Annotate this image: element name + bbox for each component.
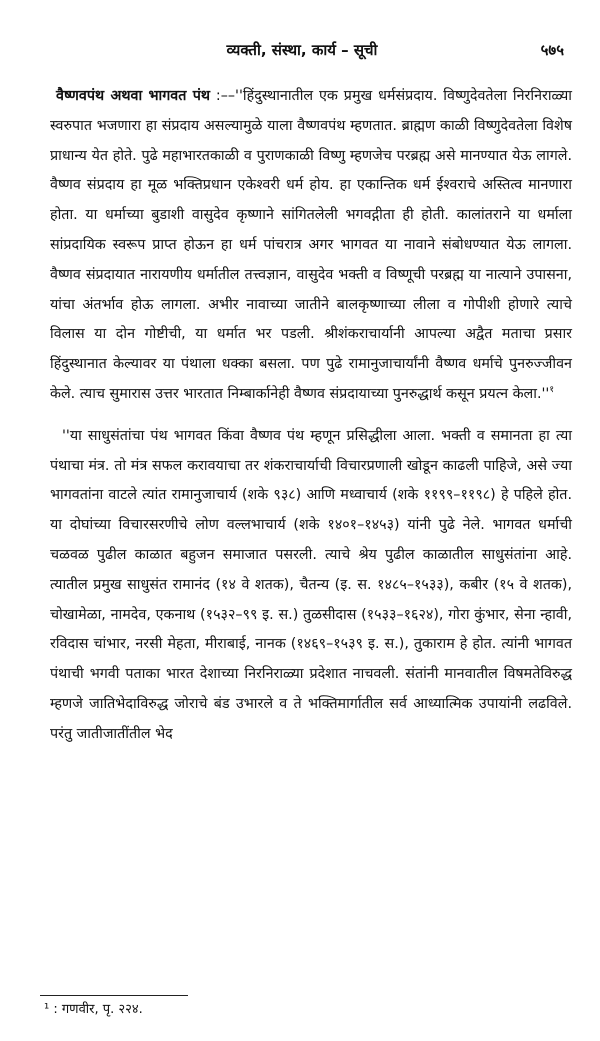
footnote-marker: १ xyxy=(549,385,555,396)
paragraph-heading: वैष्णवपंथ अथवा भागवत पंथ xyxy=(56,88,211,104)
paragraph-text: :––''हिंदुस्थानातील एक प्रमुख धर्मसंप्रदाय. विष्णुदेवतेला निरनिराळ्या स्वरुपात भजणारा हा संप्रदाय असल्यामुळे याला वैष्णवपंथ म्हणतात. ब्राह्मण काळी विष्णुदेवतेला विशेष प्राधान्य येत होते. पुढे महाभारतकाळी व पुराणकाळी विष्णु म्हणजेच परब्रह्म असे मानण्यात येऊ लागले. वैष्णव संप्रदाय हा मूळ भक्तिप्रधान एकेश्वरी धर्म होय. हा एकान्तिक धर्म ईश्वराचे अस्तित्व मानणारा होता. या धर्माच्या बुडाशी वासुदेव कृष्णाने सांगितलेली भगवद्गीता ही होती. कालांतराने या धर्माला सांप्रदायिक स्वरूप प्राप्त होऊन हा धर्म पांचरात्र अगर भागवत या नावाने संबोधण्यात येऊ लागला. वैष्णव संप्रदायात नारायणीय धर्मातील तत्त्वज्ञान, वासुदेव भक्ती व विष्णूची परब्रह्म या नात्याने उपासना, यांचा अंतर्भाव होऊ लागला. अभीर नावाच्या जातीने बालकृष्णाच्या लीला व गोपीशी होणारे त्याचे विलास या दोन गोष्टीची, या धर्मात भर पडली. श्रीशंकराचार्यानी आपल्या अद्वैत मताचा प्रसार हिंदुस्थानात केल्यावर या पंथाला धक्का बसला. पण पुढे रामानुजाचार्यांनी वैष्णव धर्माचे पुनरुज्जीवन केले. त्याच सुमारास उत्तर भारतात निम्बार्कानेही वैष्णव संप्रदायाच्या पुनरुद्धार्थ कसून प्रयत्न केला.'' xyxy=(50,88,572,402)
paragraph-vaishnav-panth xyxy=(50,82,572,410)
page-number: ५७५ xyxy=(540,41,564,59)
footnote-divider xyxy=(40,995,188,996)
running-header xyxy=(40,40,564,64)
paragraph-sadhu-santa xyxy=(50,422,572,750)
paragraph-text: ''या साधुसंतांचा पंथ भागवत किंवा वैष्णव पंथ म्हणून प्रसिद्धीला आला. भक्ती व समानता हा त्या पंथाचा मंत्र. तो मंत्र सफल करावयाचा तर शंकराचार्याची विचारप्रणाली खोडून काढली पाहिजे, असे ज्या भागवतांना वाटले त्यांत रामानुजाचार्य (शके ९३८) आणि मध्वाचार्य (शके ११९९–११९८) हे पहिले होत. या दोघांच्या विचारसरणीचे लोण वल्लभाचार्य (शके १४०१–१४५३) यांनी पुढे नेले. भागवत धर्माची चळवळ पुढील काळात बहुजन समाजात पसरली. त्याचे श्रेय पुढील काळातील साधुसंतांना आहे. त्यातील प्रमुख साधुसंत रामानंद (१४ वे शतक), चैतन्य (इ. स. १४८५–१५३३), कबीर (१५ वे शतक), चोखामेळा, नामदेव, एकनाथ (१५३२–९९ इ. स.) तुळसीदास (१५३३–१६२४), गोरा कुंभार, सेना न्हावी, रविदास चांभार, नरसी मेहता, मीराबाई, नानक (१४६९–१५३९ इ. स.), तुकाराम हे होत. त्यांनी भागवत पंथाची भगवी पताका भारत देशाच्या निरनिराळ्या प्रदेशात नाचवली. संतांनी मानवातील विषमतेविरुद्ध म्हणजे जातिभेदाविरुद्ध जोराचे बंड उभारले व ते भक्तिमार्गातील सर्व आध्यात्मिक उपायांनी लढविले. परंतु जातीजातींतील भेद xyxy=(50,427,572,742)
footnote: ¹ : गणवीर, पृ. २२४. xyxy=(44,1002,143,1017)
body-text xyxy=(50,82,572,750)
page-header-title: व्यक्ती, संस्था, कार्य – सूची xyxy=(226,41,378,59)
